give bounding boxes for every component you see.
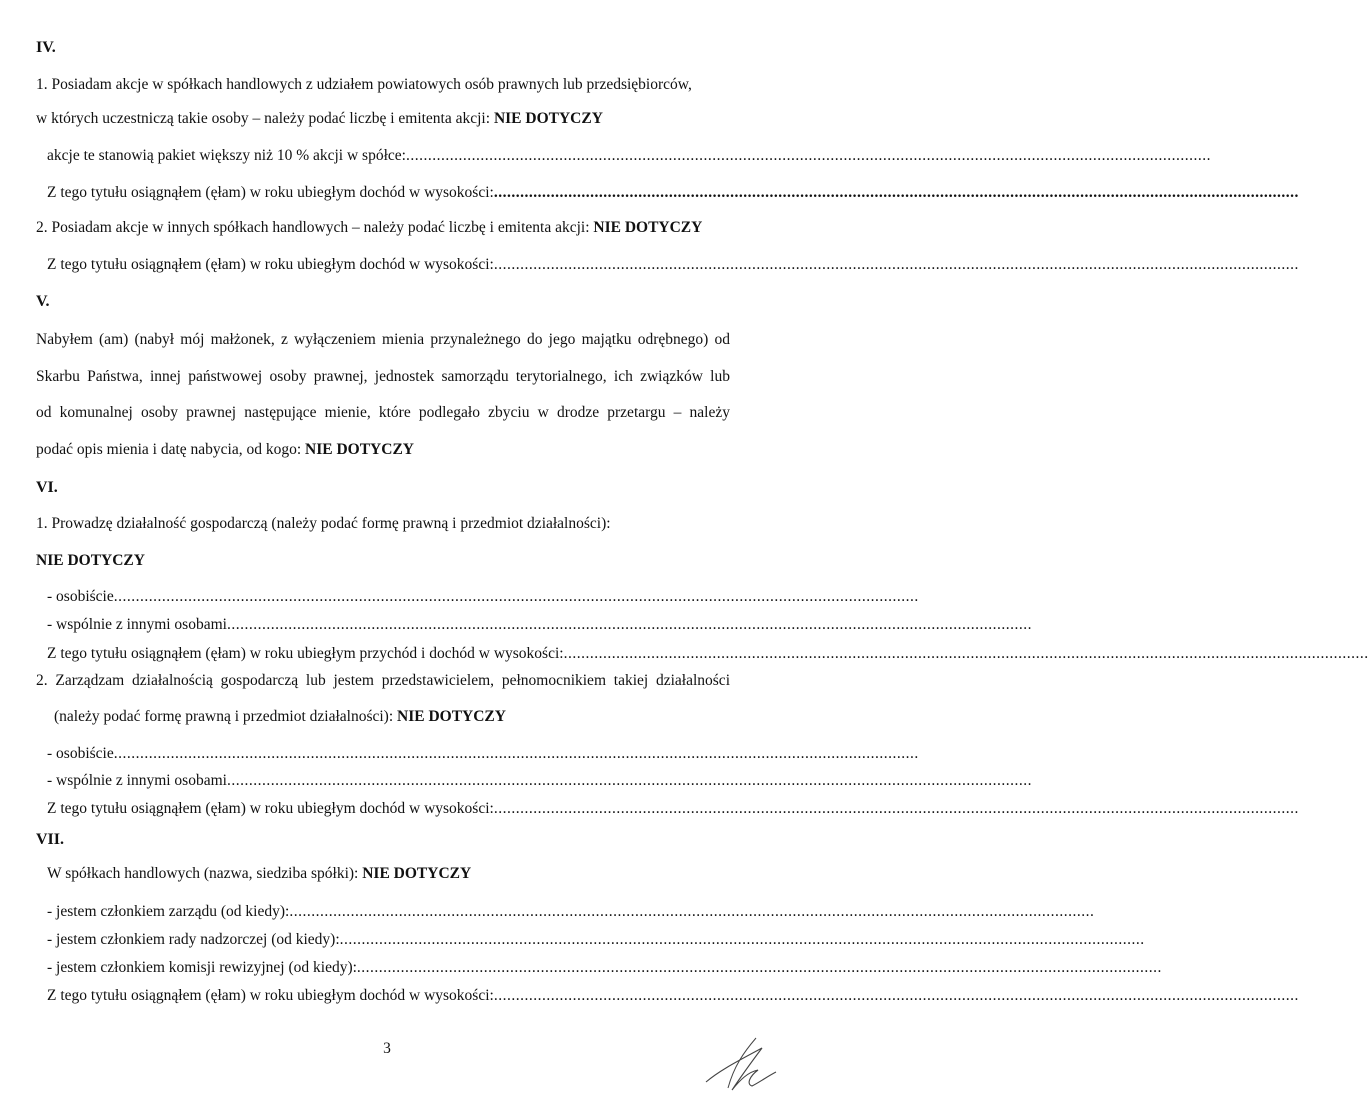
section-vii-answer: NIE DOTYCZY (362, 865, 472, 882)
section-vi-heading: VI. (36, 479, 58, 496)
section-vi-p2-income (47, 799, 1299, 819)
section-v-heading: V. (36, 293, 50, 310)
section-vii-board (47, 902, 1095, 922)
page-number: 3 (383, 1040, 391, 1057)
section-vi-p1-personal (47, 587, 919, 607)
section-v-answer: NIE DOTYCZY (305, 441, 414, 458)
fill-dots: ........................................................................................................................................................................................ (113, 745, 919, 762)
section-vii-audit-text: - jestem członkiem komisji rewizyjnej (od kiedy): (47, 959, 357, 976)
section-v-line4 (36, 440, 414, 460)
section-vii-supervisory-text: - jestem członkiem rady nadzorczej (od kiedy): (47, 931, 340, 948)
section-vi-p1-jointly (47, 615, 1032, 635)
fill-dots: ........................................................................................................................................................................................ (563, 645, 1369, 662)
section-vi-p1-personal-text: - osobiście (47, 588, 114, 605)
section-vii-line1-text: W spółkach handlowych (nazwa, siedziba spółki): (47, 865, 363, 882)
section-v-line1: Nabyłem (am) (nabył mój małżonek, z wyłączeniem mienia przynależnego do jego majątku odrębnego) od (36, 331, 730, 348)
fill-dots: ........................................................................................................................................................................................ (405, 147, 1211, 164)
section-vi-p2-personal-text: - osobiście (47, 745, 114, 762)
fill-dots: ........................................................................................................................................................................................ (289, 903, 1095, 920)
section-v-line3: od komunalnej osoby prawnej następujące mienie, które podlegało zbyciu w drodze przetargu – należy (36, 404, 730, 421)
section-iv-p1-line1: 1. Posiadam akcje w spółkach handlowych z udziałem powiatowych osób prawnych lub przedsiębiorców, (36, 76, 692, 93)
fill-dots: ........................................................................................................................................................................................ (356, 959, 1162, 976)
section-iv-heading: IV. (36, 39, 56, 56)
section-iv-p2-line1 (36, 218, 702, 238)
fill-dots: ........................................................................................................................................................................................ (493, 256, 1299, 273)
fill-dots: ........................................................................................................................................................................................ (113, 588, 919, 605)
section-vi-p1-income-text: Z tego tytułu osiągnąłem (ęłam) w roku ubiegłym przychód i dochód w wysokości: (47, 645, 564, 662)
section-vi-p2-income-text: Z tego tytułu osiągnąłem (ęłam) w roku ubiegłym dochód w wysokości: (47, 800, 494, 817)
section-vii-income-text: Z tego tytułu osiągnąłem (ęłam) w roku ubiegłym dochód w wysokości: (47, 987, 494, 1004)
section-vii-income (47, 986, 1299, 1006)
section-vi-p2-line2 (54, 707, 506, 727)
section-vi-p1-jointly-text: - wspólnie z innymi osobami (47, 616, 227, 633)
section-iv-p1-income (47, 183, 1299, 203)
fill-dots: ........................................................................................................................................................................................ (493, 184, 1299, 201)
section-vii-board-text: - jestem członkiem zarządu (od kiedy): (47, 903, 290, 920)
section-iv-p1-line2-text: w których uczestniczą takie osoby – należy podać liczbę i emitenta akcji: (36, 110, 494, 127)
section-iv-p2-answer: NIE DOTYCZY (593, 219, 703, 236)
fill-dots: ........................................................................................................................................................................................ (226, 616, 1032, 633)
section-vi-p2-line2-text: (należy podać formę prawną i przedmiot działalności): (54, 708, 398, 725)
section-iv-p1-line2 (36, 109, 603, 129)
section-vi-p1-answer: NIE DOTYCZY (36, 552, 145, 569)
section-iv-p1-line3-text: akcje te stanowią pakiet większy niż 10 % akcji w spółce: (47, 147, 406, 164)
section-vi-p1-line1: 1. Prowadzę działalność gospodarczą (należy podać formę prawną i przedmiot działalności): (36, 515, 611, 532)
fill-dots: ........................................................................................................................................................................................ (226, 772, 1032, 789)
section-vii-audit (47, 958, 1162, 978)
section-iv-p2-line1-text: 2. Posiadam akcje w innych spółkach handlowych – należy podać liczbę i emitenta akcji: (36, 219, 594, 236)
fill-dots: ........................................................................................................................................................................................ (493, 987, 1299, 1004)
section-vi-p2-jointly (47, 771, 1032, 791)
fill-dots: ........................................................................................................................................................................................ (339, 931, 1145, 948)
section-v-line4-text: podać opis mienia i datę nabycia, od kogo: (36, 441, 306, 458)
section-iv-p1-line3 (47, 146, 1211, 166)
section-vi-p2-jointly-text: - wspólnie z innymi osobami (47, 772, 227, 789)
section-iv-p1-income-text: Z tego tytułu osiągnąłem (ęłam) w roku ubiegłym dochód w wysokości: (47, 184, 494, 201)
section-vi-p1-income (47, 644, 1369, 664)
section-vi-p2-line1: 2. Zarządzam działalnością gospodarczą lub jestem przedstawicielem, pełnomocnikiem takiej działalności (36, 672, 730, 689)
section-vii-supervisory (47, 930, 1145, 950)
fill-dots: ........................................................................................................................................................................................ (493, 800, 1299, 817)
section-iv-p2-income-text: Z tego tytułu osiągnąłem (ęłam) w roku ubiegłym dochód w wysokości: (47, 256, 494, 273)
section-vii-line1 (47, 864, 471, 884)
section-iv-p1-answer: NIE DOTYCZY (493, 110, 603, 127)
section-vi-p2-answer: NIE DOTYCZY (397, 708, 506, 725)
section-iv-p2-income (47, 255, 1299, 275)
section-vii-heading: VII. (36, 831, 65, 848)
section-vi-p2-personal (47, 744, 919, 764)
signature-initials (700, 1030, 780, 1100)
section-v-line2: Skarbu Państwa, innej państwowej osoby prawnej, jednostek samorządu terytorialnego, ich związków lub (36, 368, 730, 385)
